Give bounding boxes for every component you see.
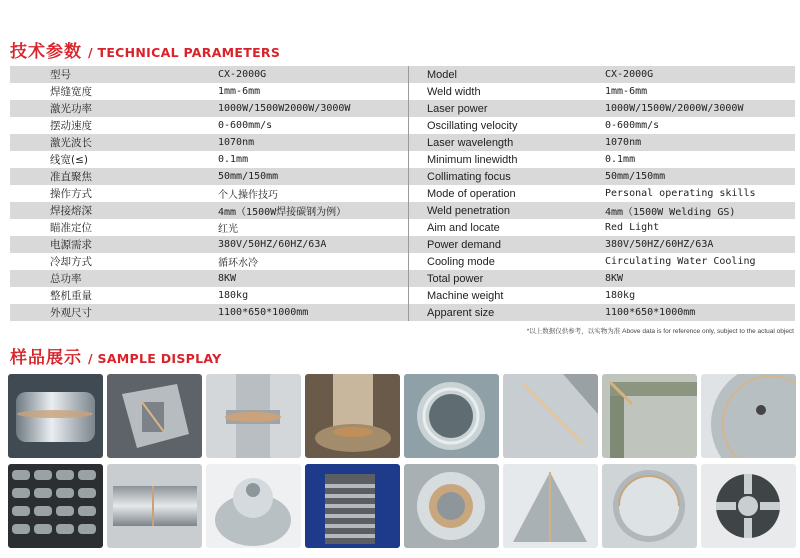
param-label-en: Apparent size <box>409 304 606 321</box>
sample-photo <box>206 464 301 548</box>
sample-photo <box>8 464 103 548</box>
param-label-en: Collimating focus <box>409 168 606 185</box>
sample-photo <box>404 374 499 458</box>
param-value-cn: 180kg <box>218 287 409 304</box>
tech-title-cn: 技术参数 <box>10 42 82 62</box>
param-label-cn: 线宽(≤) <box>10 151 218 168</box>
param-value-en: 8KW <box>605 270 795 287</box>
param-row <box>10 253 795 270</box>
param-label-cn: 准直聚焦 <box>10 168 218 185</box>
param-value-cn: CX-2000G <box>218 66 409 83</box>
param-value-en: 380V/50HZ/60HZ/63A <box>605 236 795 253</box>
sample-photo <box>305 464 400 548</box>
param-row <box>10 66 795 83</box>
sample-gallery-row-2 <box>8 464 798 548</box>
param-value-cn: 380V/50HZ/60HZ/63A <box>218 236 409 253</box>
param-label-en: Weld penetration <box>409 202 606 219</box>
param-value-en: 1070nm <box>605 134 795 151</box>
sample-title-cn: 样品展示 <box>10 348 82 368</box>
param-row <box>10 219 795 236</box>
sample-photo <box>602 374 697 458</box>
sample-photo <box>107 374 202 458</box>
param-label-cn: 整机重量 <box>10 287 218 304</box>
sample-gallery-row-1 <box>8 374 798 458</box>
sample-title-en: / SAMPLE DISPLAY <box>88 351 222 366</box>
param-row <box>10 304 795 321</box>
sample-photo <box>305 374 400 458</box>
param-row <box>10 185 795 202</box>
param-value-cn: 1070nm <box>218 134 409 151</box>
param-value-en: Personal operating skills <box>605 185 795 202</box>
param-label-en: Weld width <box>409 83 606 100</box>
param-label-cn: 激光波长 <box>10 134 218 151</box>
param-label-cn: 焊接熔深 <box>10 202 218 219</box>
param-value-en: 0.1mm <box>605 151 795 168</box>
param-row <box>10 202 795 219</box>
param-label-en: Mode of operation <box>409 185 606 202</box>
sample-photo <box>8 374 103 458</box>
param-row <box>10 100 795 117</box>
param-label-en: Model <box>409 66 606 83</box>
param-row <box>10 270 795 287</box>
sample-photo <box>107 464 202 548</box>
reference-footnote: *以上数据仅供参考，以实物为准 Above data is for reference only, subject to the actual object <box>526 328 794 335</box>
param-label-en: Oscillating velocity <box>409 117 606 134</box>
param-label-cn: 外观尺寸 <box>10 304 218 321</box>
param-label-cn: 电源需求 <box>10 236 218 253</box>
param-row <box>10 117 795 134</box>
sample-photo <box>701 464 796 548</box>
sample-display-heading <box>10 343 222 368</box>
param-label-en: Laser wavelength <box>409 134 606 151</box>
param-label-en: Total power <box>409 270 606 287</box>
sample-photo <box>503 464 598 548</box>
param-row <box>10 236 795 253</box>
param-label-en: Minimum linewidth <box>409 151 606 168</box>
param-value-cn: 0-600mm/s <box>218 117 409 134</box>
param-value-cn: 8KW <box>218 270 409 287</box>
param-label-en: Laser power <box>409 100 606 117</box>
param-value-cn: 4mm（1500W焊接碳钢为例） <box>218 202 409 219</box>
param-value-cn: 循环水冷 <box>218 253 409 270</box>
param-row <box>10 83 795 100</box>
param-value-cn: 1100*650*1000mm <box>218 304 409 321</box>
param-label-cn: 摆动速度 <box>10 117 218 134</box>
tech-title-en: / TECHNICAL PARAMETERS <box>88 45 281 60</box>
param-value-cn: 50mm/150mm <box>218 168 409 185</box>
sample-photo <box>602 464 697 548</box>
param-label-cn: 型号 <box>10 66 218 83</box>
param-value-cn: 1mm-6mm <box>218 83 409 100</box>
param-value-en: 1mm-6mm <box>605 83 795 100</box>
param-value-en: Circulating Water Cooling <box>605 253 795 270</box>
param-label-en: Machine weight <box>409 287 606 304</box>
param-value-en: 180kg <box>605 287 795 304</box>
param-value-en: Red Light <box>605 219 795 236</box>
sample-photo <box>404 464 499 548</box>
param-label-en: Power demand <box>409 236 606 253</box>
param-row <box>10 168 795 185</box>
param-value-en: 1100*650*1000mm <box>605 304 795 321</box>
param-label-cn: 操作方式 <box>10 185 218 202</box>
param-value-cn: 红光 <box>218 219 409 236</box>
param-value-en: CX-2000G <box>605 66 795 83</box>
param-label-cn: 瞄准定位 <box>10 219 218 236</box>
param-value-en: 4mm（1500W Welding GS) <box>605 202 795 219</box>
param-value-cn: 个人操作技巧 <box>218 185 409 202</box>
param-label-cn: 冷却方式 <box>10 253 218 270</box>
parameters-table <box>10 66 795 321</box>
sample-photo <box>503 374 598 458</box>
param-label-cn: 总功率 <box>10 270 218 287</box>
sample-photo <box>701 374 796 458</box>
param-value-en: 1000W/1500W/2000W/3000W <box>605 100 795 117</box>
param-row <box>10 287 795 304</box>
param-label-en: Cooling mode <box>409 253 606 270</box>
param-row <box>10 151 795 168</box>
sample-photo <box>206 374 301 458</box>
param-value-en: 50mm/150mm <box>605 168 795 185</box>
param-label-cn: 焊缝宽度 <box>10 83 218 100</box>
param-value-cn: 1000W/1500W2000W/3000W <box>218 100 409 117</box>
param-value-en: 0-600mm/s <box>605 117 795 134</box>
param-label-en: Aim and locate <box>409 219 606 236</box>
param-label-cn: 激光功率 <box>10 100 218 117</box>
technical-parameters-heading <box>10 37 280 62</box>
param-row <box>10 134 795 151</box>
param-value-cn: 0.1mm <box>218 151 409 168</box>
